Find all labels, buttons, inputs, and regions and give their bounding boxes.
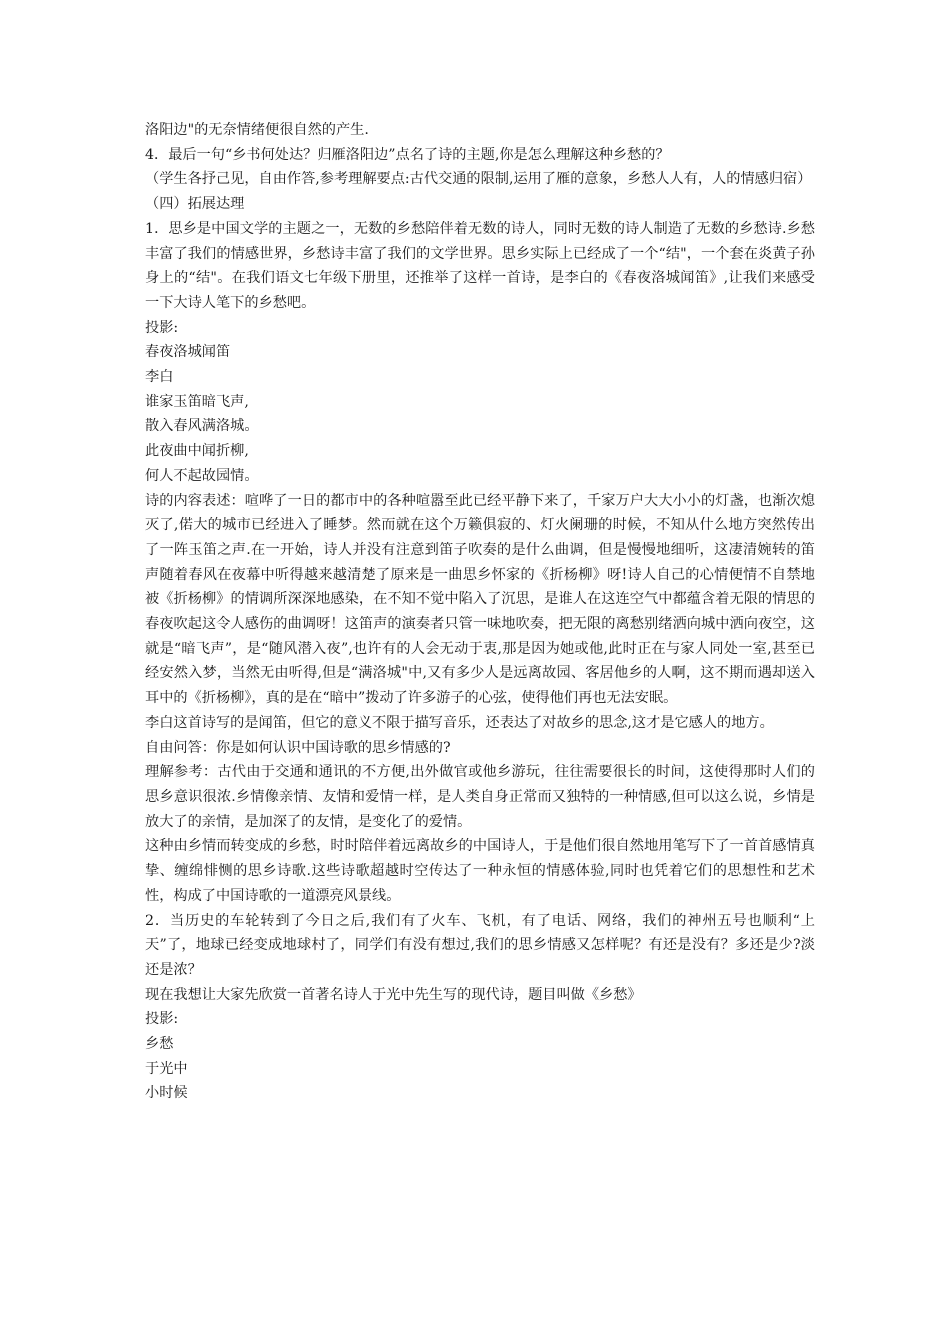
projection-label: 投影: <box>145 319 179 336</box>
poem-author: 李白 <box>145 369 174 386</box>
modern-poem-line-1: 小时候 <box>145 1085 188 1102</box>
poem-line-2: 散入春风满洛城。 <box>145 418 259 435</box>
reference-understanding: 理解参考：古代由于交通和通讯的不方便,出外做官或他乡游玩，往往需要很长的时间，这使得那时人们的思乡意识很浓.乡情像亲情、友情和爱情一样，是人类自身正常而又独特的一种情感,但可以这么说，乡情是放大了的亲情，是加深了的友情，是变化了的爱情。 <box>145 764 815 830</box>
poem-line-3: 此夜曲中闻折柳, <box>145 443 249 460</box>
document-body <box>145 118 815 1106</box>
poem-content-description: 诗的内容表述：喧哗了一日的都市中的各种喧嚣至此已经平静下来了，千家万户大大小小的灯盏，也渐次熄灭了,偌大的城市已经进入了睡梦。然而就在这个万籁俱寂的、灯火阑珊的时候，不知从什么地方突然传出了一阵玉笛之声.在一开始，诗人并没有注意到笛子吹奏的是什么曲调，但是慢慢地细听，这凄清婉转的笛声随着春风在夜幕中听得越来越清楚了原来是一曲思乡怀家的《折杨柳》呀!诗人自己的心情便情不自禁地被《折杨柳》的情调所深深地感染，在不知不觉中陷入了沉思，是谁人在这连空气中都蕴含着无限的情思的春夜吹起这令人感伤的曲调呀！这笛声的演奏者只管一味地吹奏，把无限的离愁别绪洒向城中洒向夜空，这就是“暗飞声”，是“随风潜入夜”,也许有的人会无动于衷,那是因为她或他,此时正在与家人同处一室,甚至已经安然入梦，当然无由听得,但是“满洛城"中,又有多少人是远离故园、客居他乡的人啊，这不期而遇却送入耳中的《折杨柳》，真的是在“暗中”拨动了许多游子的心弦，使得他们再也无法安眠。 <box>145 492 815 707</box>
paragraph-li-bai-meaning: 李白这首诗写的是闻笛，但它的意义不限于描写音乐，还表达了对故乡的思念,这才是它感人的地方。 <box>145 714 774 731</box>
student-answer-note: （学生各抒己见，自由作答,参考理解要点:古代交通的限制,运用了雁的意象，乡愁人人有，人的情感归宿） <box>145 171 812 188</box>
question-2-modern: 2．当历史的车轮转到了今日之后,我们有了火车、飞机，有了电话、网络，我们的神州五号也顺利“上天”了，地球已经变成地球村了，同学们有没有想过,我们的思乡情感又怎样呢？有还是没有？多还是少?淡还是浓？ <box>145 912 815 978</box>
modern-poem-title: 乡愁 <box>145 1036 174 1053</box>
poem-line-1: 谁家玉笛暗飞声, <box>145 393 249 410</box>
poem-title: 春夜洛城闻笛 <box>145 344 231 361</box>
paragraph-continuation: 洛阳边"的无奈情绪便很自然的产生. <box>145 122 369 138</box>
poem-line-4: 何人不起故园情。 <box>145 467 259 484</box>
paragraph-nostalgia-poems: 这种由乡情而转变成的乡愁，时时陪伴着远离故乡的中国诗人，于是他们很自然地用笔写下了一首首感情真挚、缠绵悱恻的思乡诗歌.这些诗歌超越时空传达了一种永恒的情感体验,同时也凭着它们的思想性和艺术性，构成了中国诗歌的一道漂亮风景线。 <box>145 838 815 904</box>
free-question: 自由问答：你是如何认识中国诗歌的思乡情感的? <box>145 739 451 756</box>
modern-poem-author: 于光中 <box>145 1060 188 1077</box>
paragraph-homesick-theme: 1．思乡是中国文学的主题之一，无数的乡愁陪伴着无数的诗人，同时无数的诗人制造了无数的乡愁诗.乡愁丰富了我们的情感世界，乡愁诗丰富了我们的文学世界。思乡实际上已经成了一个“结"，一个套在炎黄子孙身上的“结"。在我们语文七年级下册里，还推举了这样一首诗，是李白的《春夜洛城闻笛》,让我们来感受一下大诗人笔下的乡愁吧。 <box>145 220 815 311</box>
question-4: 4．最后一句“乡书何处达？归雁洛阳边”点名了诗的主题,你是怎么理解这种乡愁的？ <box>145 146 670 163</box>
section-heading-extension: （四）拓展达理 <box>145 196 245 213</box>
paragraph-modern-poem-intro: 现在我想让大家先欣赏一首著名诗人于光中先生写的现代诗，题目叫做《乡愁》 <box>145 986 642 1003</box>
projection-label-2: 投影: <box>145 1011 179 1028</box>
